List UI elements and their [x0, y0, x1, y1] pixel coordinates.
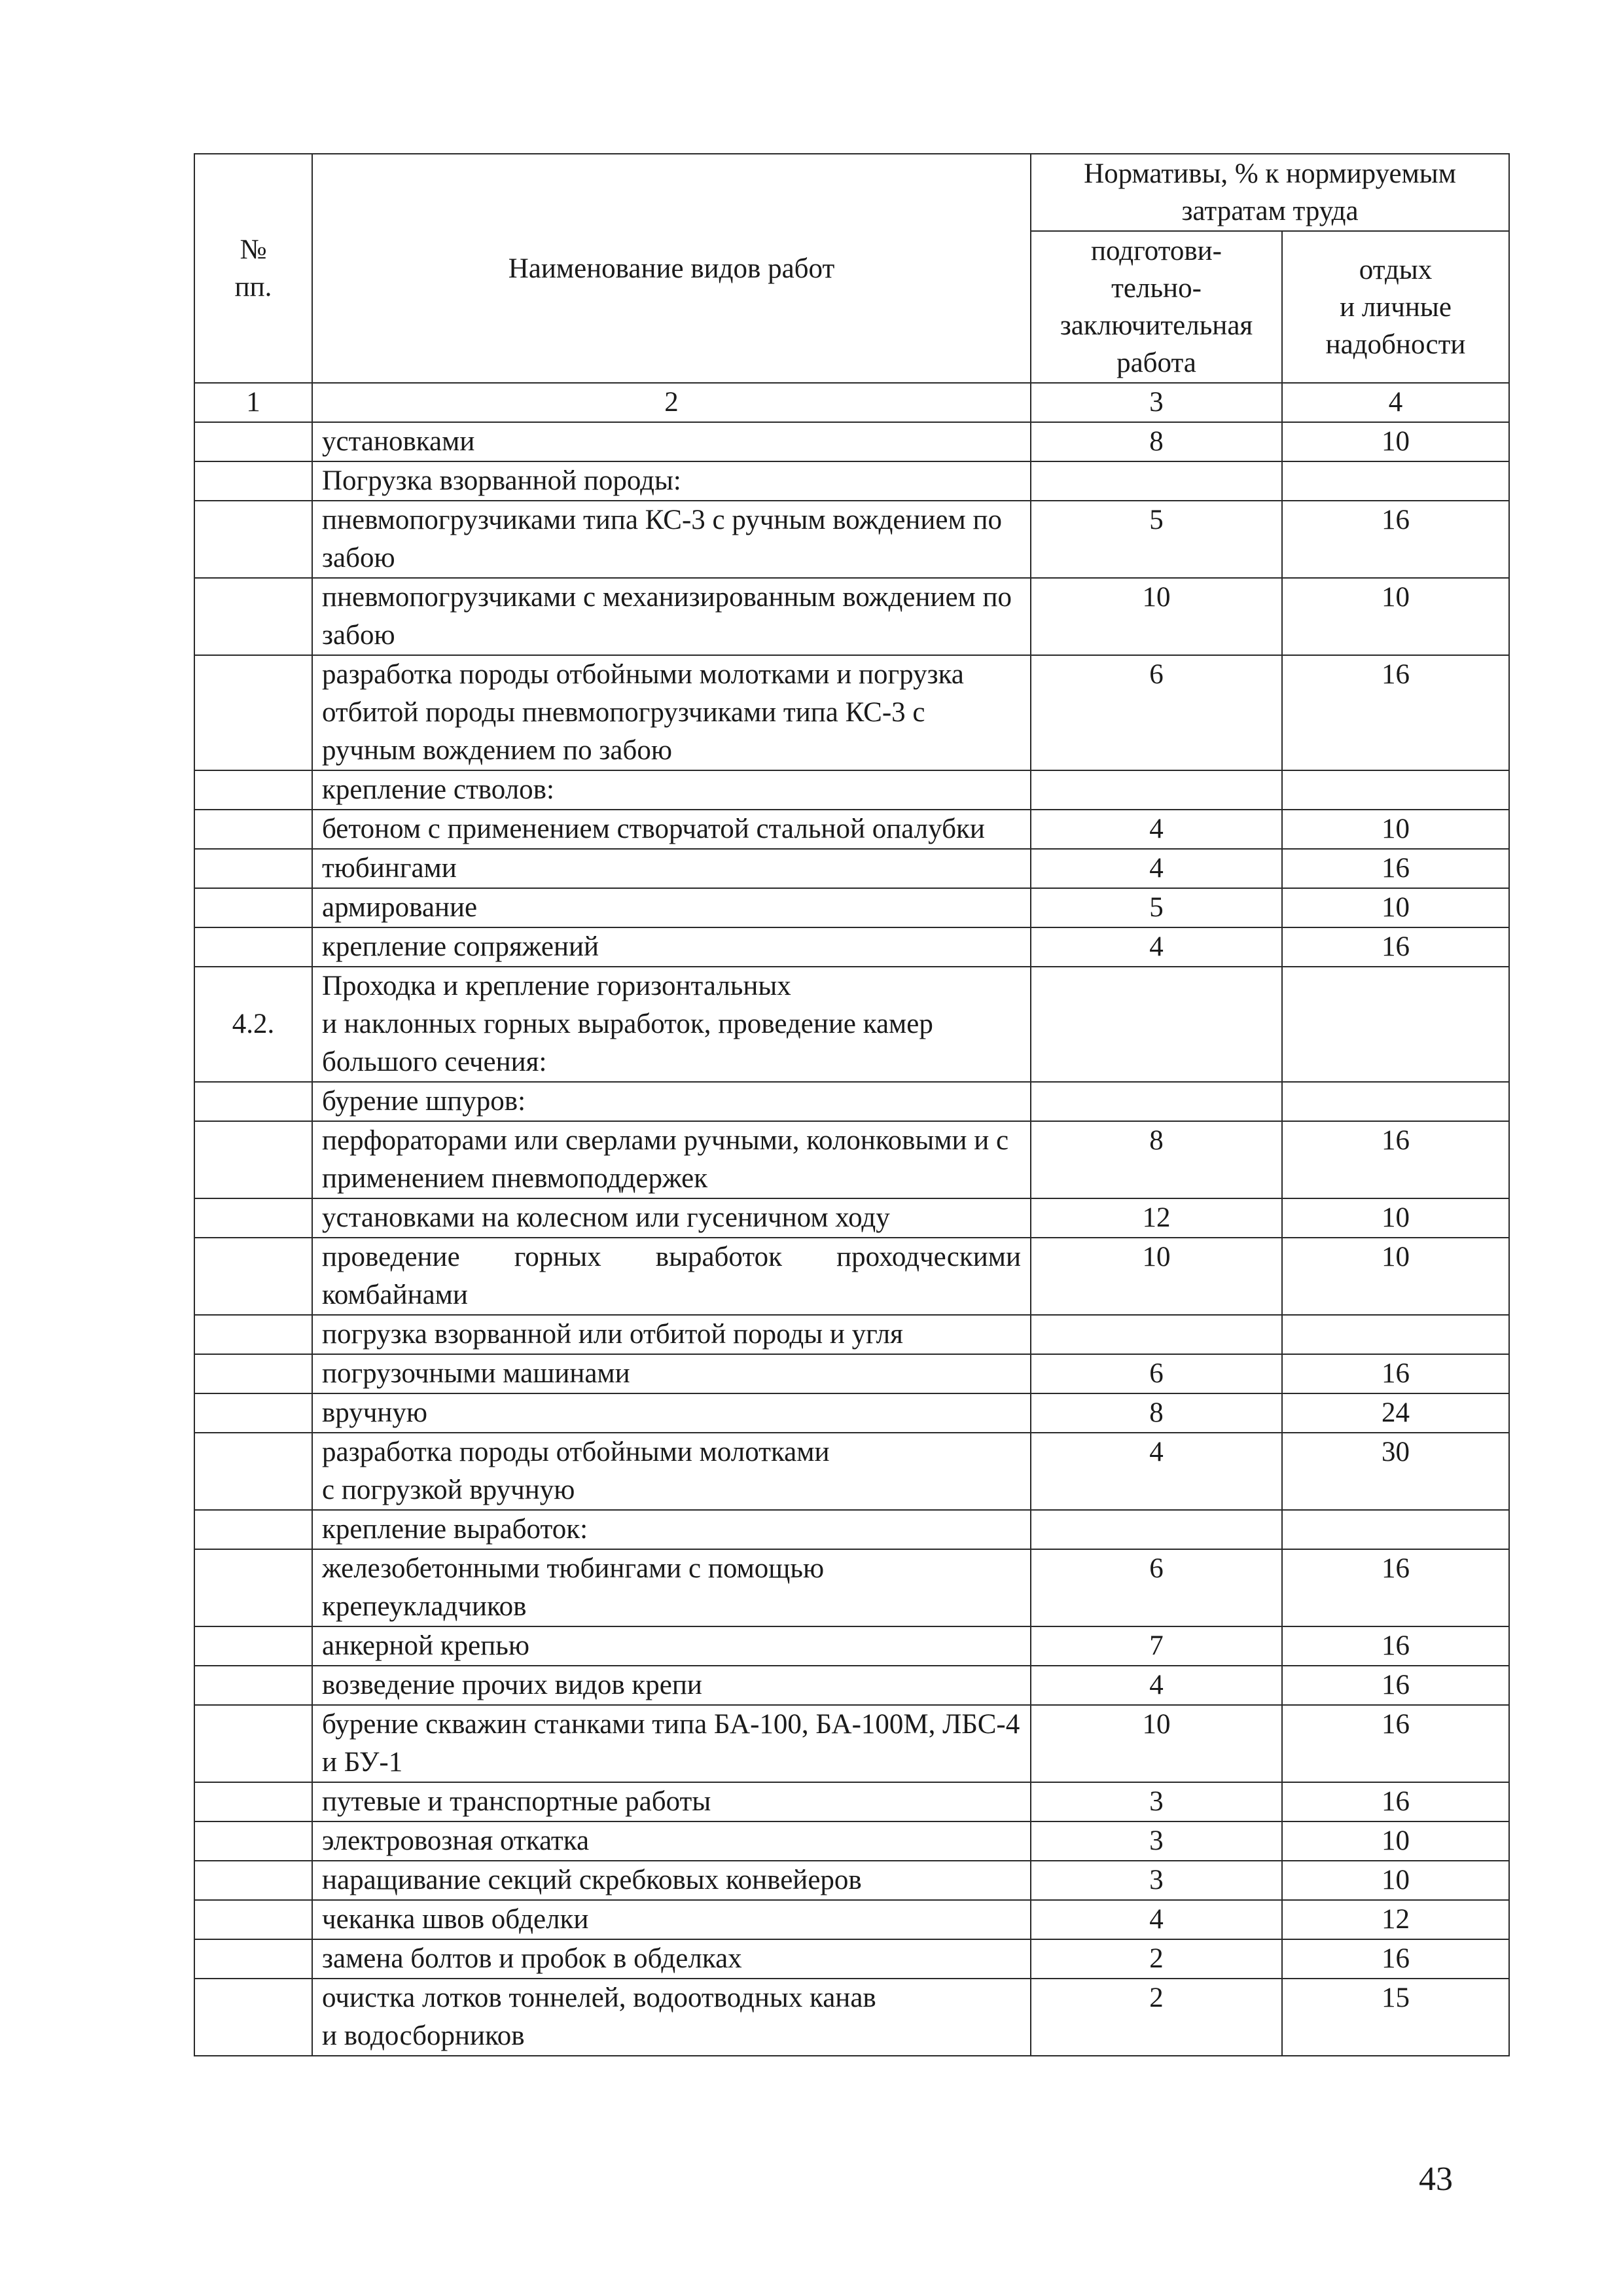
row-prep-value: 8	[1031, 1121, 1282, 1198]
row-rest-value: 10	[1282, 422, 1509, 461]
table-row	[194, 1198, 1509, 1238]
header-name: Наименование видов работ	[312, 154, 1031, 383]
table-row	[194, 461, 1509, 501]
row-number: 4.2.	[194, 967, 312, 1082]
table-row	[194, 1939, 1509, 1979]
table-row	[194, 927, 1509, 967]
table-row	[194, 967, 1509, 1082]
row-rest-value: 16	[1282, 1666, 1509, 1705]
row-number	[194, 1393, 312, 1433]
row-rest-value: 16	[1282, 1354, 1509, 1393]
table-body	[194, 422, 1509, 2056]
row-work-name: чеканка швов обделки	[312, 1900, 1031, 1939]
row-rest-value: 16	[1282, 1782, 1509, 1821]
row-prep-value: 3	[1031, 1861, 1282, 1900]
row-prep-value	[1031, 1510, 1282, 1549]
row-work-name: перфораторами или сверлами ручными, колонковыми и с применением пневмоподдержек	[312, 1121, 1031, 1198]
row-rest-value: 16	[1282, 1626, 1509, 1666]
row-prep-value: 6	[1031, 655, 1282, 770]
row-number	[194, 1354, 312, 1393]
row-prep-value: 10	[1031, 1238, 1282, 1315]
table-row	[194, 1510, 1509, 1549]
row-number	[194, 655, 312, 770]
row-prep-value: 2	[1031, 1939, 1282, 1979]
row-work-name: бетоном с применением створчатой стальной опалубки	[312, 810, 1031, 849]
row-number	[194, 1238, 312, 1315]
table-row	[194, 1354, 1509, 1393]
header-num: № пп.	[194, 154, 312, 383]
row-rest-value	[1282, 1510, 1509, 1549]
row-rest-value: 16	[1282, 1121, 1509, 1198]
table-row	[194, 1549, 1509, 1626]
row-rest-value: 10	[1282, 1238, 1509, 1315]
row-rest-value	[1282, 967, 1509, 1082]
table-row	[194, 1082, 1509, 1121]
row-number	[194, 1626, 312, 1666]
table-row	[194, 422, 1509, 461]
row-rest-value: 10	[1282, 888, 1509, 927]
row-prep-value: 8	[1031, 422, 1282, 461]
table-row	[194, 578, 1509, 655]
row-rest-value: 16	[1282, 1939, 1509, 1979]
row-work-name: проведение горных выработок проходческими комбайнами	[312, 1238, 1031, 1315]
row-prep-value: 4	[1031, 810, 1282, 849]
row-rest-value: 10	[1282, 1198, 1509, 1238]
row-prep-value: 6	[1031, 1549, 1282, 1626]
page-number: 43	[1419, 2161, 1453, 2198]
row-work-name: наращивание секций скребковых конвейеров	[312, 1861, 1031, 1900]
row-prep-value: 2	[1031, 1979, 1282, 2056]
row-rest-value: 30	[1282, 1433, 1509, 1510]
row-prep-value: 5	[1031, 501, 1282, 578]
row-work-name: установками	[312, 422, 1031, 461]
row-rest-value: 10	[1282, 578, 1509, 655]
row-work-name: вручную	[312, 1393, 1031, 1433]
table-row	[194, 1782, 1509, 1821]
row-prep-value: 4	[1031, 1433, 1282, 1510]
row-prep-value	[1031, 770, 1282, 810]
table-row	[194, 1626, 1509, 1666]
row-number	[194, 461, 312, 501]
row-prep-value	[1031, 967, 1282, 1082]
table-row	[194, 1861, 1509, 1900]
row-prep-value: 8	[1031, 1393, 1282, 1433]
row-prep-value: 4	[1031, 1900, 1282, 1939]
row-number	[194, 770, 312, 810]
row-rest-value: 15	[1282, 1979, 1509, 2056]
table-header	[194, 154, 1509, 422]
row-prep-value: 7	[1031, 1626, 1282, 1666]
header-rest: отдых и личные надобности	[1282, 231, 1509, 383]
row-work-name: разработка породы отбойными молотками и погрузка отбитой породы пневмопогрузчиками типа КС-3 с ручным вождением по забою	[312, 655, 1031, 770]
row-prep-value: 3	[1031, 1782, 1282, 1821]
row-work-name: погрузочными машинами	[312, 1354, 1031, 1393]
table-row	[194, 1433, 1509, 1510]
row-number	[194, 1315, 312, 1354]
row-number	[194, 1549, 312, 1626]
row-number	[194, 849, 312, 888]
table-row	[194, 1821, 1509, 1861]
table-row	[194, 1979, 1509, 2056]
table-row	[194, 1666, 1509, 1705]
row-number	[194, 422, 312, 461]
row-rest-value: 10	[1282, 1821, 1509, 1861]
row-number	[194, 927, 312, 967]
norms-table	[194, 153, 1510, 2056]
table-row	[194, 1705, 1509, 1782]
row-number	[194, 1939, 312, 1979]
row-rest-value: 16	[1282, 849, 1509, 888]
header-prep: подготови- тельно- заключительная работа	[1031, 231, 1282, 383]
row-number	[194, 1510, 312, 1549]
row-work-name: крепление выработок:	[312, 1510, 1031, 1549]
row-work-name: крепление сопряжений	[312, 927, 1031, 967]
row-work-name: замена болтов и пробок в обделках	[312, 1939, 1031, 1979]
row-rest-value	[1282, 770, 1509, 810]
row-rest-value: 16	[1282, 501, 1509, 578]
row-number	[194, 1900, 312, 1939]
table-row	[194, 849, 1509, 888]
row-work-name: бурение шпуров:	[312, 1082, 1031, 1121]
row-prep-value: 4	[1031, 849, 1282, 888]
column-number: 1	[194, 383, 312, 422]
row-number	[194, 1198, 312, 1238]
header-norms: Нормативы, % к нормируемым затратам труда	[1031, 154, 1509, 231]
row-rest-value: 16	[1282, 1705, 1509, 1782]
row-work-name: крепление стволов:	[312, 770, 1031, 810]
row-rest-value: 12	[1282, 1900, 1509, 1939]
column-number-row	[194, 383, 1509, 422]
row-work-name: анкерной крепью	[312, 1626, 1031, 1666]
table-row	[194, 1900, 1509, 1939]
row-work-name: бурение скважин станками типа БА-100, БА-100М, ЛБС-4 и БУ-1	[312, 1705, 1031, 1782]
row-prep-value	[1031, 461, 1282, 501]
table-row	[194, 1393, 1509, 1433]
row-work-name: пневмопогрузчиками типа КС-3 с ручным вождением по забою	[312, 501, 1031, 578]
row-number	[194, 1979, 312, 2056]
row-number	[194, 810, 312, 849]
row-number	[194, 1782, 312, 1821]
row-prep-value: 4	[1031, 927, 1282, 967]
row-number	[194, 1082, 312, 1121]
row-work-name: установками на колесном или гусеничном ходу	[312, 1198, 1031, 1238]
row-number	[194, 1705, 312, 1782]
row-work-name: Проходка и крепление горизонтальных и наклонных горных выработок, проведение камер большого сечения:	[312, 967, 1031, 1082]
table-row	[194, 1238, 1509, 1315]
row-number	[194, 578, 312, 655]
row-work-name: погрузка взорванной или отбитой породы и угля	[312, 1315, 1031, 1354]
row-prep-value	[1031, 1082, 1282, 1121]
column-number: 3	[1031, 383, 1282, 422]
row-work-name: очистка лотков тоннелей, водоотводных канав и водосборников	[312, 1979, 1031, 2056]
table-row	[194, 770, 1509, 810]
row-number	[194, 1861, 312, 1900]
row-number	[194, 1821, 312, 1861]
row-work-name: армирование	[312, 888, 1031, 927]
column-number: 2	[312, 383, 1031, 422]
row-rest-value: 10	[1282, 810, 1509, 849]
column-number: 4	[1282, 383, 1509, 422]
table-row	[194, 655, 1509, 770]
row-prep-value: 10	[1031, 1705, 1282, 1782]
row-prep-value: 5	[1031, 888, 1282, 927]
row-prep-value	[1031, 1315, 1282, 1354]
row-work-name: железобетонными тюбингами с помощью крепеукладчиков	[312, 1549, 1031, 1626]
row-work-name: электровозная откатка	[312, 1821, 1031, 1861]
row-rest-value	[1282, 1082, 1509, 1121]
table-row	[194, 1315, 1509, 1354]
row-rest-value: 16	[1282, 1549, 1509, 1626]
row-rest-value: 24	[1282, 1393, 1509, 1433]
row-work-name: пневмопогрузчиками с механизированным вождением по забою	[312, 578, 1031, 655]
row-rest-value	[1282, 461, 1509, 501]
row-work-name: возведение прочих видов крепи	[312, 1666, 1031, 1705]
row-work-name: разработка породы отбойными молотками с погрузкой вручную	[312, 1433, 1031, 1510]
row-number	[194, 888, 312, 927]
row-prep-value: 4	[1031, 1666, 1282, 1705]
row-prep-value: 6	[1031, 1354, 1282, 1393]
table-row	[194, 888, 1509, 927]
row-rest-value: 16	[1282, 655, 1509, 770]
row-rest-value: 16	[1282, 927, 1509, 967]
row-prep-value: 12	[1031, 1198, 1282, 1238]
row-number	[194, 1666, 312, 1705]
row-rest-value: 10	[1282, 1861, 1509, 1900]
row-rest-value	[1282, 1315, 1509, 1354]
row-number	[194, 1121, 312, 1198]
row-number	[194, 1433, 312, 1510]
row-work-name: Погрузка взорванной породы:	[312, 461, 1031, 501]
row-work-name: тюбингами	[312, 849, 1031, 888]
row-prep-value: 3	[1031, 1821, 1282, 1861]
row-prep-value: 10	[1031, 578, 1282, 655]
table-row	[194, 501, 1509, 578]
table-row	[194, 1121, 1509, 1198]
row-work-name: путевые и транспортные работы	[312, 1782, 1031, 1821]
table-row	[194, 810, 1509, 849]
row-number	[194, 501, 312, 578]
